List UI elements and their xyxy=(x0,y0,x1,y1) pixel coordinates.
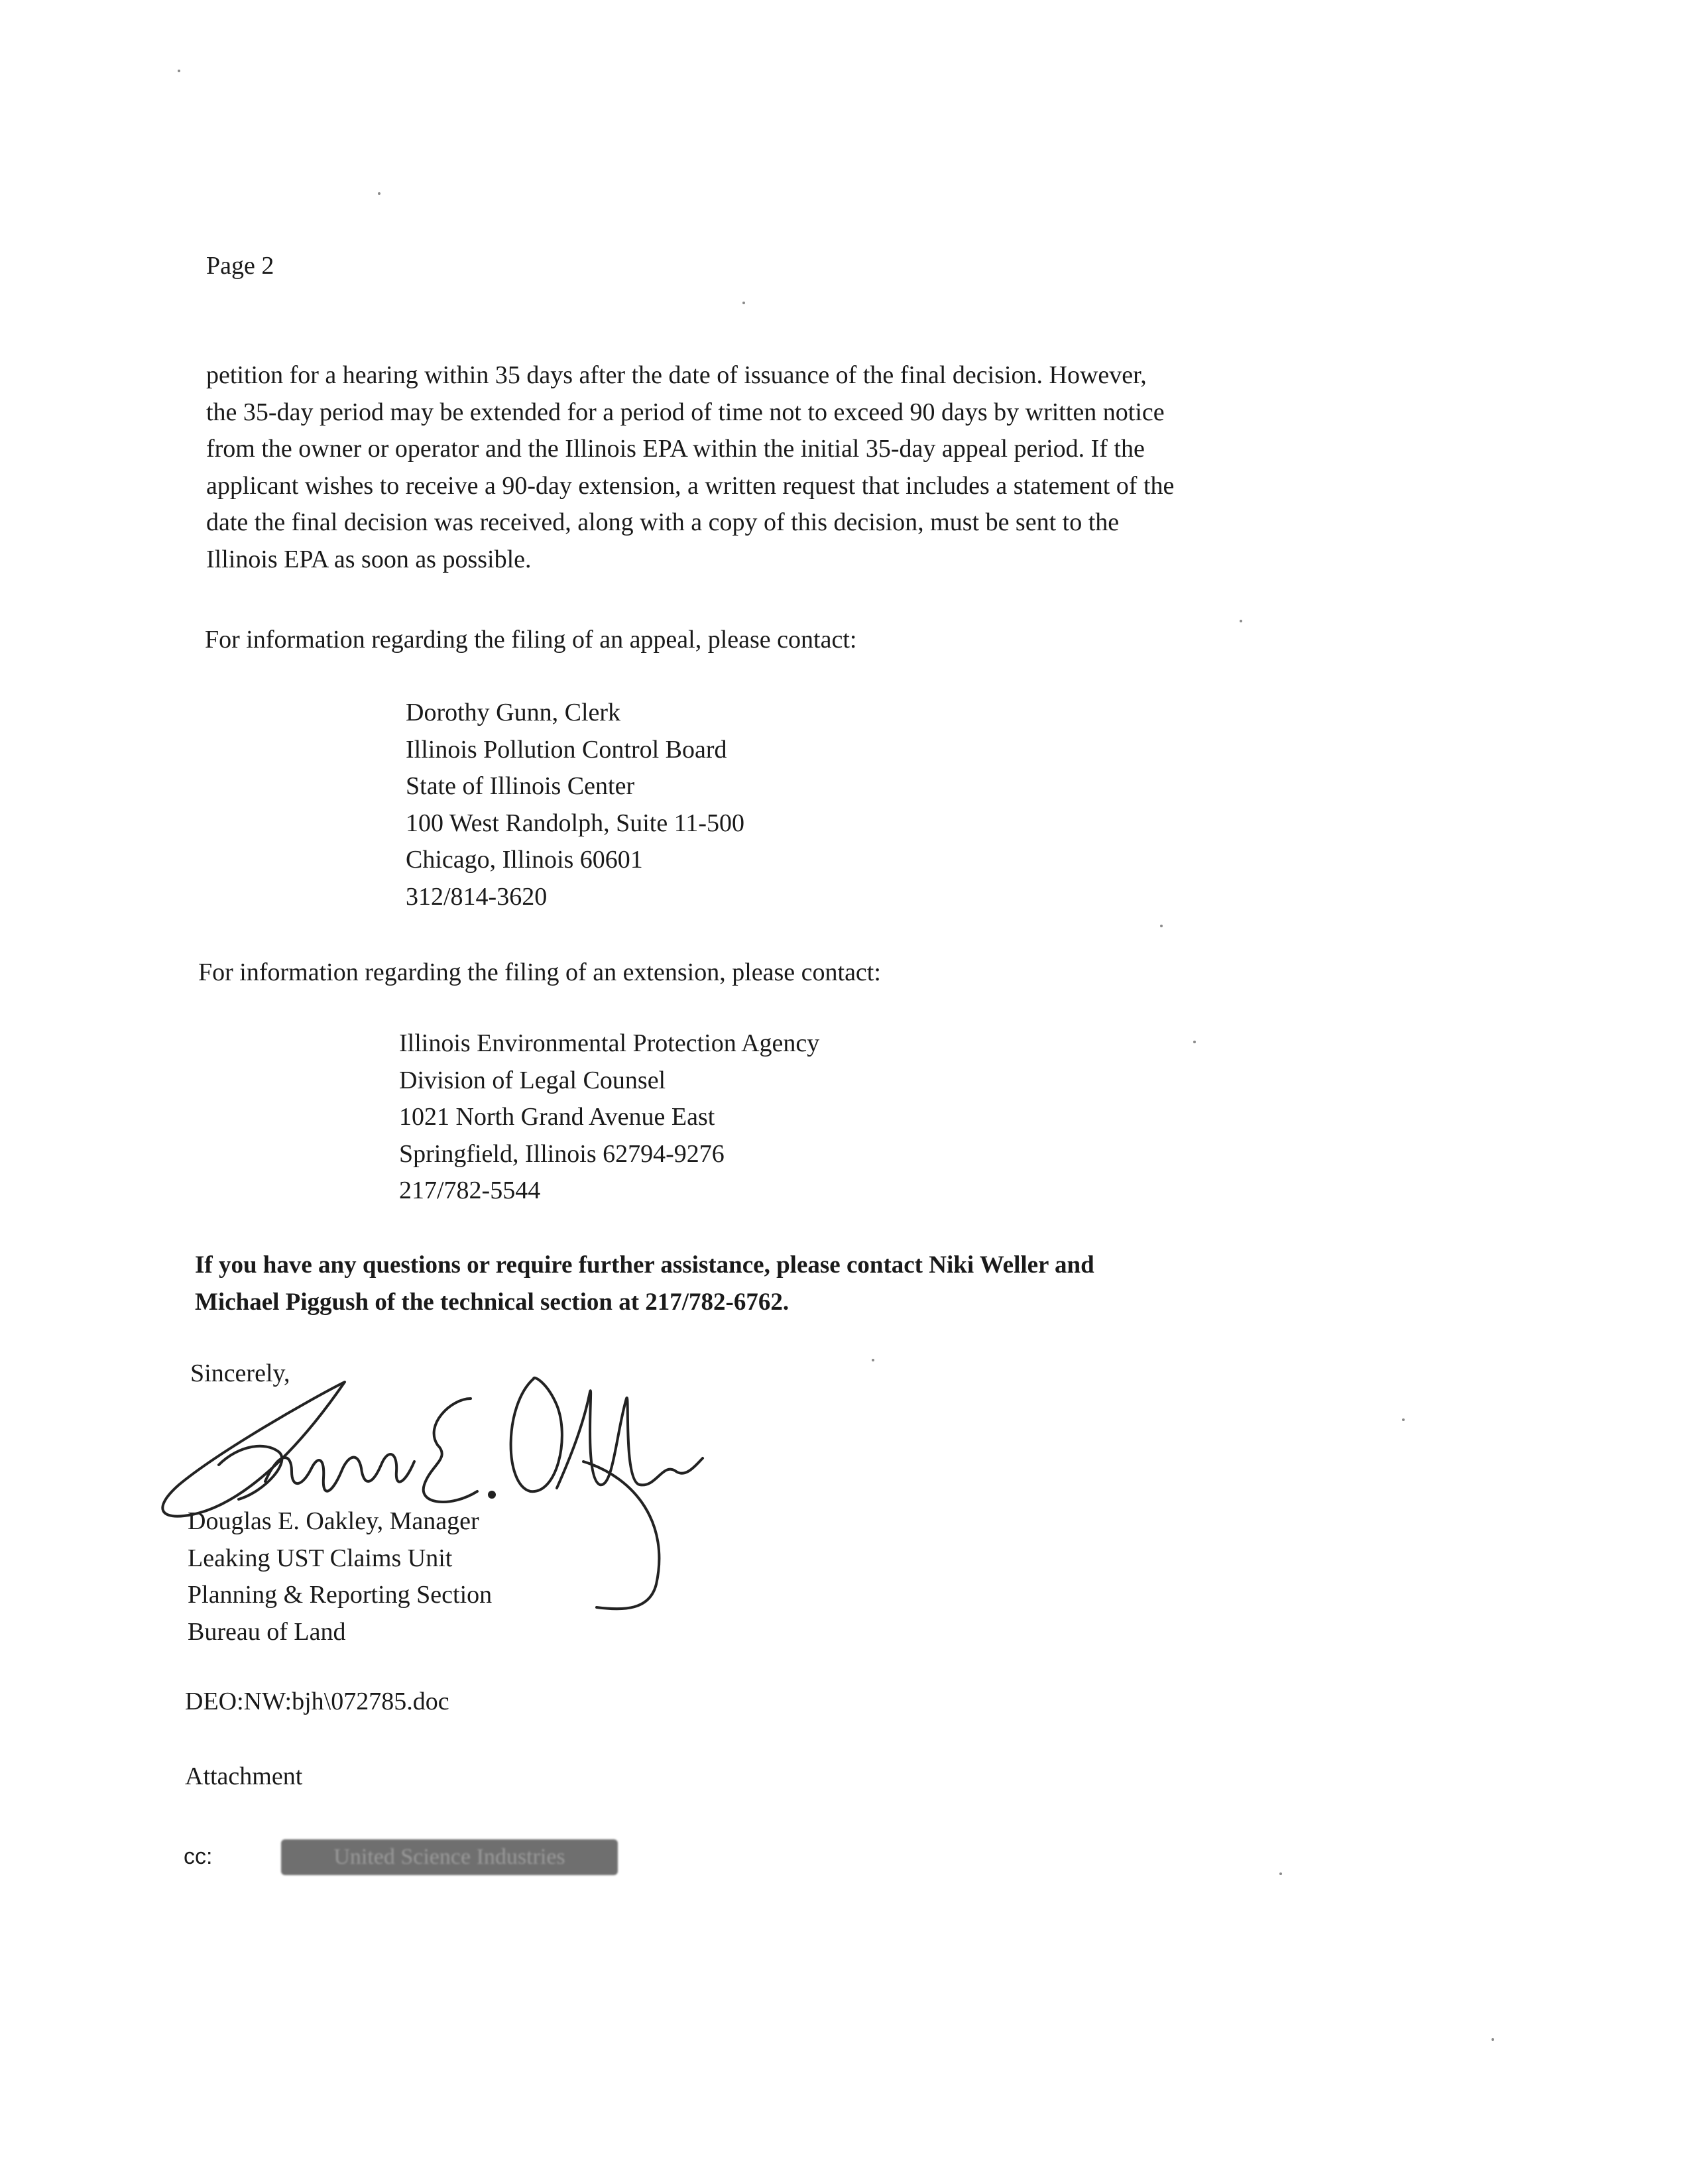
address-line: 1021 North Grand Avenue East xyxy=(399,1103,715,1131)
phone-number: 217/782-5544 xyxy=(399,1177,541,1204)
paragraph-line: petition for a hearing within 35 days after the date of issuance of the final decision. However, xyxy=(206,361,1147,389)
paragraph-line: date the final decision was received, along with a copy of this decision, must be sent to the xyxy=(206,508,1120,536)
page-number: Page 2 xyxy=(206,252,274,280)
address-line: State of Illinois Center xyxy=(406,772,635,800)
redacted-cc-recipient: United Science Industries xyxy=(281,1839,618,1875)
scan-speck xyxy=(742,302,745,304)
appeal-contact-address xyxy=(406,695,744,915)
scan-speck xyxy=(1402,1418,1405,1421)
scan-speck xyxy=(1492,2038,1494,2041)
address-line: Illinois Environmental Protection Agency xyxy=(399,1029,820,1057)
scan-speck xyxy=(178,70,180,72)
document-reference: DEO:NW:bjh\072785.doc xyxy=(185,1688,449,1715)
appeal-info-intro: For information regarding the filing of an appeal, please contact: xyxy=(205,626,857,654)
phone-number: 312/814-3620 xyxy=(406,882,548,911)
paragraph-line: applicant wishes to receive a 90-day extension, a written request that includes a statement of the xyxy=(206,471,1175,500)
scan-speck xyxy=(1160,925,1163,927)
scan-speck xyxy=(1240,620,1242,622)
appeal-paragraph xyxy=(206,357,1174,578)
address-line: Chicago, Illinois 60601 xyxy=(406,846,643,874)
note-line: Michael Piggush of the technical section at 217/782-6762. xyxy=(195,1288,790,1316)
signatory-line: Douglas E. Oakley, Manager xyxy=(188,1507,479,1535)
address-line: Dorothy Gunn, Clerk xyxy=(406,699,621,726)
signatory-line: Leaking UST Claims Unit xyxy=(188,1544,453,1572)
cc-label: cc: xyxy=(184,1844,213,1869)
paragraph-line: from the owner or operator and the Illinois EPA within the initial 35-day appeal period. If the xyxy=(206,435,1145,463)
paragraph-line: the 35-day period may be extended for a period of time not to exceed 90 days by written notice xyxy=(206,398,1165,426)
address-line: Illinois Pollution Control Board xyxy=(406,735,727,764)
note-line: If you have any questions or require further assistance, please contact Niki Weller and xyxy=(195,1251,1094,1279)
scan-speck xyxy=(378,192,380,195)
address-line: Division of Legal Counsel xyxy=(399,1066,666,1094)
paragraph-line: Illinois EPA as soon as possible. xyxy=(206,545,532,573)
attachment-note: Attachment xyxy=(185,1762,303,1790)
signatory-line: Bureau of Land xyxy=(188,1617,346,1646)
closing-salutation: Sincerely, xyxy=(190,1359,290,1387)
scan-speck xyxy=(1279,1872,1282,1875)
scan-speck xyxy=(872,1359,874,1361)
scan-speck xyxy=(1193,1041,1196,1043)
extension-info-intro: For information regarding the filing of an extension, please contact: xyxy=(198,958,881,986)
signatory-line: Planning & Reporting Section xyxy=(188,1581,493,1609)
signatory-block xyxy=(188,1503,492,1650)
assistance-note xyxy=(195,1247,1094,1320)
extension-contact-address xyxy=(399,1025,819,1210)
address-line: 100 West Randolph, Suite 11-500 xyxy=(406,809,744,837)
address-line: Springfield, Illinois 62794-9276 xyxy=(399,1139,725,1168)
